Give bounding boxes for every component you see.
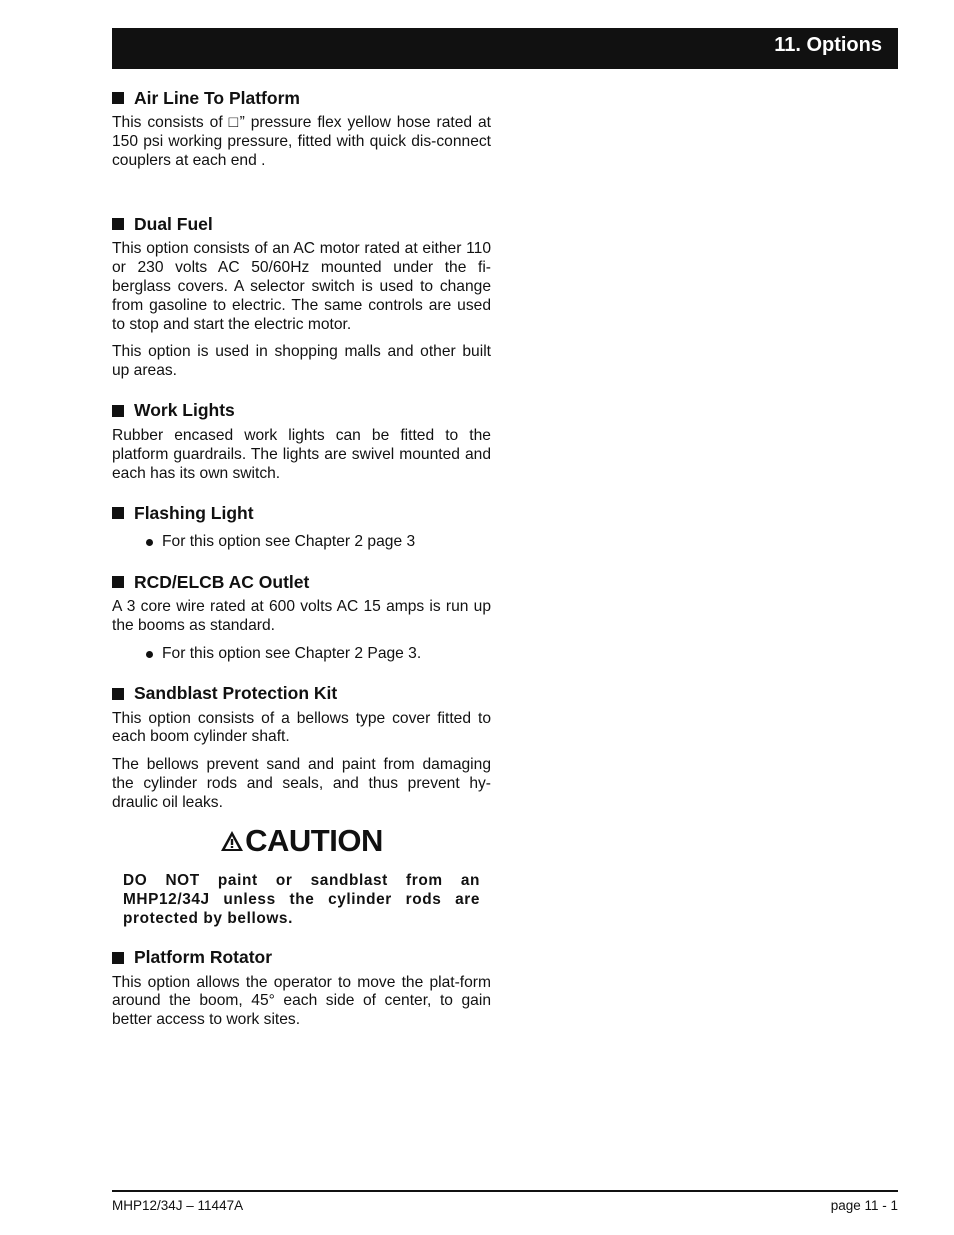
section-title: Work Lights: [134, 400, 235, 421]
section-dual-fuel: [112, 214, 491, 381]
square-bullet-icon: [112, 405, 124, 417]
section-rcd-elcb: [112, 572, 491, 663]
paragraph: This consists of □” pressure flex yellow hose rated at 150 psi working pressure, fitted with quick dis-connect couplers at each end .: [112, 114, 491, 169]
section-title: Dual Fuel: [134, 213, 213, 234]
paragraph: The bellows prevent sand and paint from damaging the cylinder rods and seals, and thus prevent hy-draulic oil leaks.: [112, 756, 491, 811]
paragraph: This option consists of a bellows type cover fitted to each boom cylinder shaft.: [112, 709, 491, 746]
section-heading: [112, 503, 491, 523]
main-column: [112, 88, 491, 1039]
caution-title: CAUTION: [245, 822, 383, 858]
section-work-lights: [112, 401, 491, 483]
paragraph: This option consists of an AC motor rated at either 110 or 230 volts AC 50/60Hz mounted under the fi-berglass covers. A selector switch is used to change from gasoline to electric. The same controls are used to stop and start the electric motor.: [112, 240, 491, 333]
section-platform-rotator: [112, 948, 491, 1030]
section-heading: [112, 214, 491, 234]
round-bullet-icon: [146, 539, 153, 546]
bullet-text: For this option see Chapter 2 page 3: [162, 533, 416, 551]
caution-heading: [112, 823, 491, 859]
section-title: Sandblast Protection Kit: [134, 683, 338, 704]
section-air-line: [112, 88, 491, 170]
section-flashing-light: [112, 503, 491, 552]
square-bullet-icon: [112, 218, 124, 230]
square-bullet-icon: [112, 92, 124, 104]
footer-page-number: page 11 - 1: [830, 1198, 898, 1213]
square-bullet-icon: [112, 507, 124, 519]
footer-doc-id: MHP12/34J – 11447A: [112, 1198, 244, 1213]
paragraph: This option allows the operator to move the plat-form around the boom, 45° each side of center, to gain better access to work sites.: [112, 973, 491, 1029]
bullet-item: [146, 533, 491, 552]
section-heading: [112, 88, 491, 108]
section-heading: [112, 572, 491, 592]
chapter-header-bar: [112, 28, 898, 69]
footer-rule: [112, 1190, 898, 1192]
paragraph: Rubber encased work lights can be fitted to the platform guardrails. The lights are swivel mounted and each has its own switch.: [112, 426, 491, 482]
round-bullet-icon: [146, 651, 153, 658]
paragraph: This option is used in shopping malls and other built up areas.: [112, 343, 491, 380]
square-bullet-icon: [112, 688, 124, 700]
section-heading: [112, 401, 491, 421]
section-title: Air Line To Platform: [134, 87, 300, 108]
section-heading: [112, 684, 491, 704]
section-title: Platform Rotator: [134, 947, 273, 968]
section-heading: [112, 948, 491, 968]
warning-triangle-icon: [220, 830, 244, 852]
section-title: Flashing Light: [134, 502, 254, 523]
section-title: RCD/ELCB AC Outlet: [134, 571, 310, 592]
bullet-text: For this option see Chapter 2 Page 3.: [162, 644, 422, 662]
section-sandblast: [112, 684, 491, 813]
caution-text: DO NOT paint or sandblast from an MHP12/34J unless the cylinder rods are protected by bellows.: [123, 871, 480, 927]
paragraph: A 3 core wire rated at 600 volts AC 15 amps is run up the booms as standard.: [112, 598, 491, 634]
square-bullet-icon: [112, 952, 124, 964]
bullet-item: [146, 645, 491, 664]
square-bullet-icon: [112, 576, 124, 588]
chapter-title: 11. Options: [774, 34, 882, 56]
